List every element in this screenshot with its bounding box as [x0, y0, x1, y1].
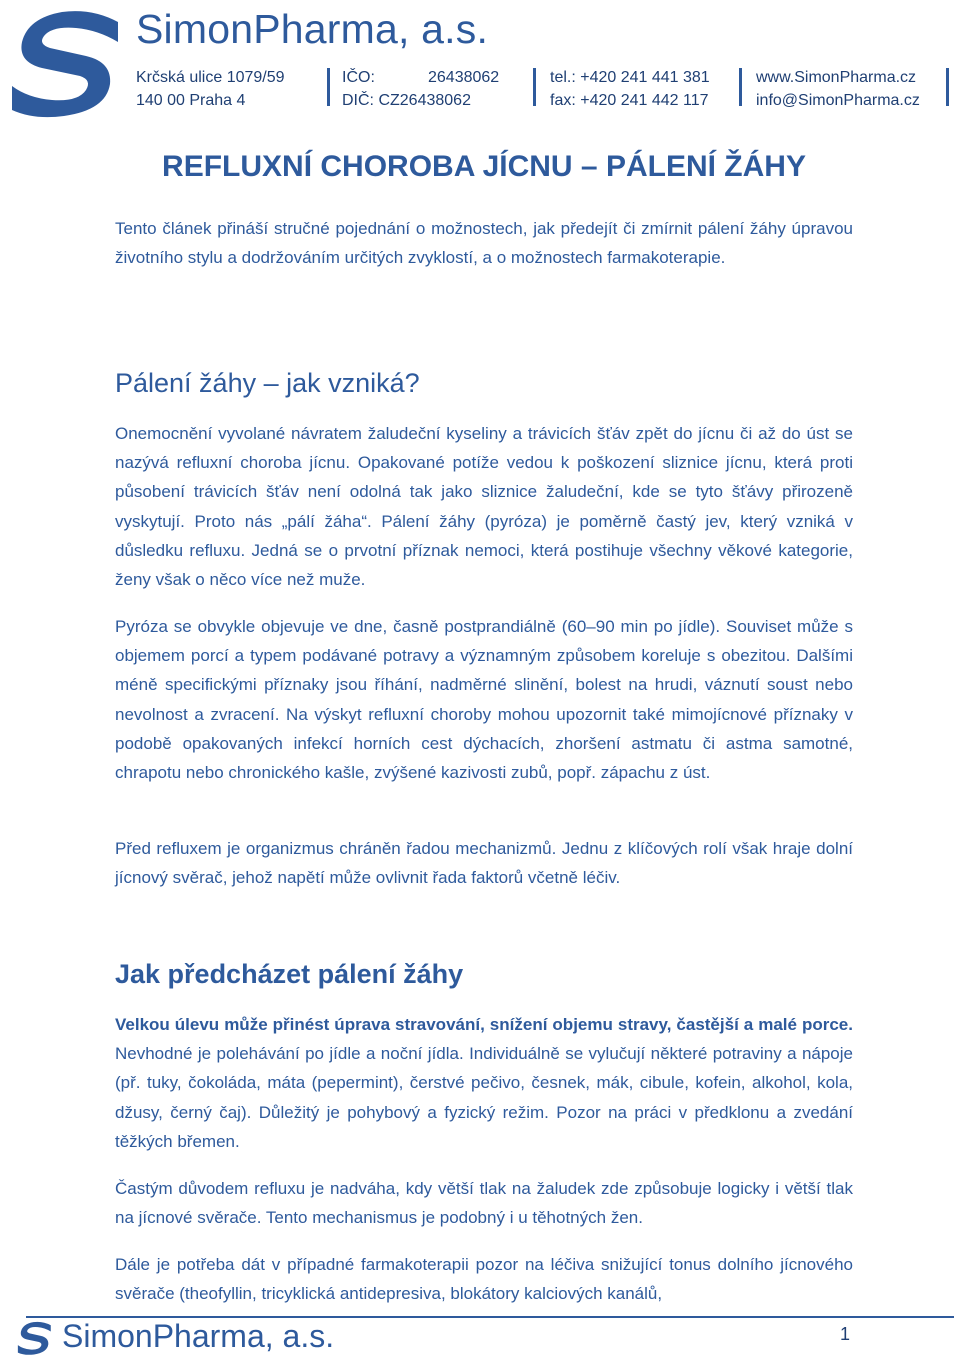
- ico-value: 26438062: [428, 69, 500, 86]
- company-name: SimonPharma, a.s.: [136, 6, 489, 52]
- ico-line: [342, 66, 499, 89]
- section1-paragraph-1: Onemocnění vyvolané návratem žaludeční kyseliny a trávicích šťáv zpět do jícnu či až do úst se nazývá refluxní choroba jícnu. Opakované potíže vedou k poškození sliznice jícnu, která proti působení trávicích šťáv není odolná tak jako sliznice žaludeční, kde se tyto šťávy přirozeně vyskytují. Proto nás „pálí žáha“. Pálení žáhy (pyróza) je poměrně častý jev, který vzniká v důsledku refluxu. Jedná se o prvotní příznak nemoci, která postihuje všechny věkové kategorie, ženy však o něco více než muže.: [115, 424, 853, 590]
- intro-paragraph: Tento článek přináší stručné pojednání o možnostech, jak předejít či zmírnit pálení žáhy úpravou životního stylu a dodržováním určitých zvyklostí, a o možnostech farmakoterapie.: [115, 219, 853, 268]
- website-link[interactable]: www.SimonPharma.cz: [756, 69, 917, 86]
- section-heading-how-it-arises: Pálení žáhy – jak vzniká?: [115, 368, 420, 398]
- section-heading-prevention: Jak předcházet pálení žáhy: [115, 959, 464, 989]
- address-street: Krčská ulice 1079/59: [136, 69, 285, 86]
- section2-paragraph-1: [115, 1010, 853, 1156]
- header-divider: [533, 68, 536, 106]
- phone-block: [550, 66, 710, 112]
- web-block: [756, 66, 920, 112]
- ico-label: IČO:: [342, 69, 375, 86]
- section2-paragraph-1-bold: Velkou úlevu může přinést úprava stravování, snížení objemu stravy, častější a malé porce.: [115, 1015, 853, 1034]
- address-city: 140 00 Praha 4: [136, 92, 246, 109]
- section2-paragraph-3: Dále je potřeba dát v případné farmakoterapii pozor na léčiva snižující tonus dolního jícnového svěrače (theofyllin, tricyklická antidepresiva, blokátory kalciových kanálů,: [115, 1255, 853, 1304]
- footer-logo-icon: [16, 1320, 52, 1356]
- header-divider: [739, 68, 742, 106]
- fax-line: fax: +420 241 442 117: [550, 92, 709, 109]
- section1-paragraph-3: Před refluxem je organizmus chráněn řadou mechanizmů. Jednu z klíčových rolí však hraje dolní jícnový svěrač, jehož napětí může ovlivnit řada faktorů včetně léčiv.: [115, 839, 853, 888]
- company-logo-icon: [6, 6, 122, 120]
- address-block: [136, 66, 285, 112]
- dic-line: DIČ: CZ26438062: [342, 92, 471, 109]
- section2-paragraph-1-rest: Nevhodné je polehávání po jídle a noční jídla. Individuálně se vylučují některé potraviny a nápoje (př. tuky, čokoláda, máta (pepermint), čerstvé pečivo, česnek, mák, cibule, kofein, alkohol, kola, džusy, černý čaj). Důležitý je pohybový a fyzický režim. Pozor na práci v předklonu a zvedání těžkých břemen.: [115, 1044, 853, 1151]
- letterhead: [0, 0, 960, 130]
- document-title: REFLUXNÍ CHOROBA JÍCNU – PÁLENÍ ŽÁHY: [162, 150, 806, 183]
- footer-company-name: SimonPharma, a.s.: [62, 1318, 335, 1354]
- email-link[interactable]: info@SimonPharma.cz: [756, 92, 920, 109]
- page-number: 1: [840, 1324, 851, 1344]
- section1-paragraph-2: Pyróza se obvykle objevuje ve dne, časně postprandiálně (60–90 min po jídle). Souviset může s objemem porcí a typem podávané potravy a významným způsobem koreluje s obezitou. Dalšími méně specifickými příznaky jsou říhání, nadměrné slinění, bolest na hrudi, váznutí soust nebo nevolnost a zvracení. Na výskyt refluxní choroby mohou upozornit také mimojícnové příznaky v podobě opakovaných infekcí horních cest dýchacích, zhoršení astmatu či astma samotné, chrapotu nebo chronického kašle, zvýšené kazivosti zubů, popř. zápachu z úst.: [115, 617, 853, 783]
- header-divider: [946, 68, 949, 106]
- tel-line: tel.: +420 241 441 381: [550, 69, 710, 86]
- registration-block: [342, 66, 499, 112]
- header-divider: [327, 68, 330, 106]
- section2-paragraph-2: Častým důvodem refluxu je nadváha, kdy větší tlak na žaludek zde způsobuje logicky i větší tlak na jícnové svěrače. Tento mechanismus je podobný i u těhotných žen.: [115, 1179, 853, 1228]
